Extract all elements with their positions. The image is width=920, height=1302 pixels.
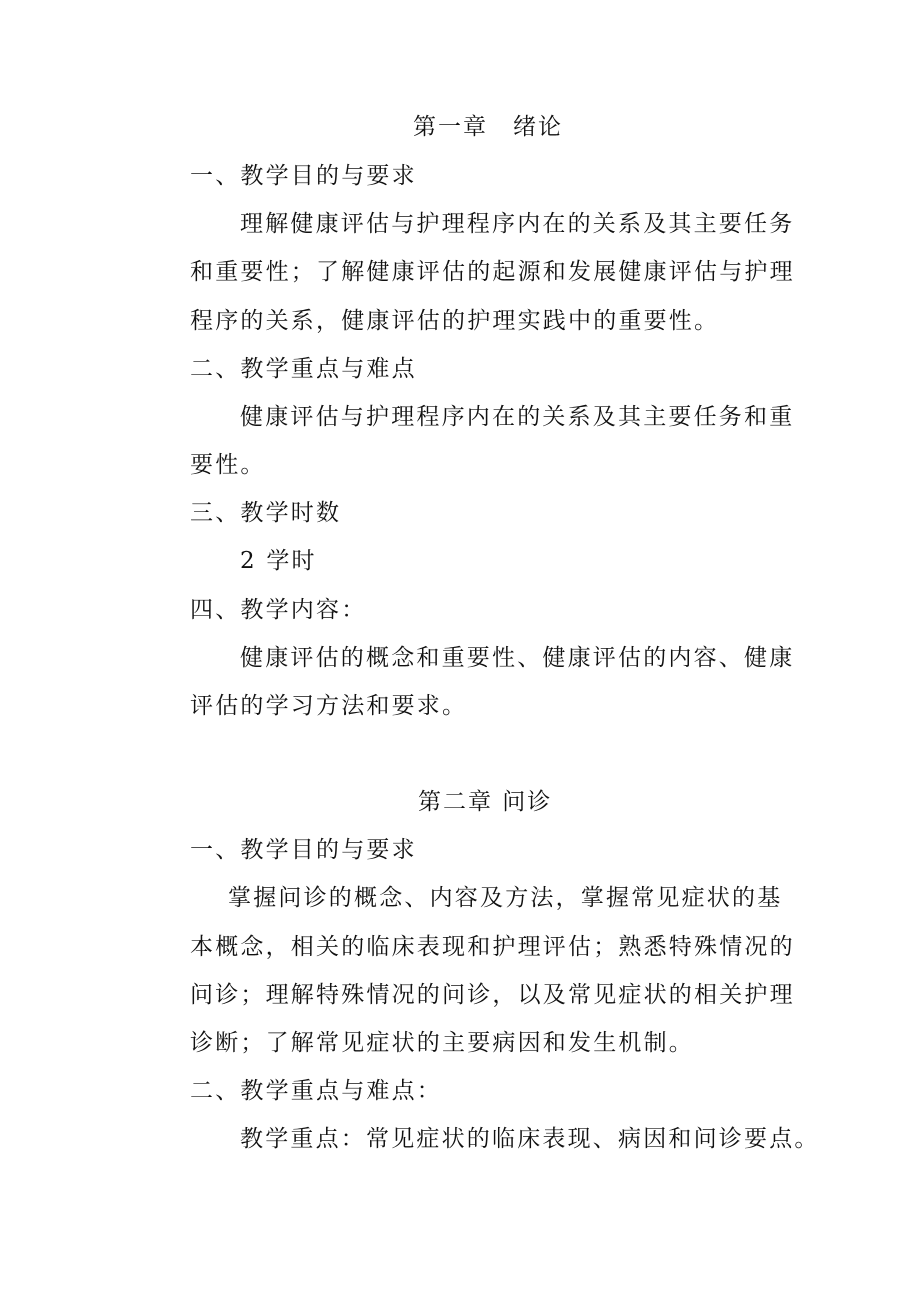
chapter2-section1-line: 本概念，相关的临床表现和护理评估；熟悉特殊情况的 — [190, 934, 795, 960]
chapter1-section1-line: 理解健康评估与护理程序内在的关系及其主要任务 — [240, 211, 795, 237]
chapter1-section1-heading: 一、教学目的与要求 — [190, 163, 417, 189]
chapter1-section2-line: 要性。 — [190, 452, 266, 478]
chapter2-section2-line: 教学重点：常见症状的临床表现、病因和问诊要点。 — [240, 1126, 820, 1152]
chapter1-section3-heading: 三、教学时数 — [190, 500, 342, 526]
chapter1-section3-line: 2 学时 — [240, 548, 317, 574]
chapter1-section4-line: 评估的学习方法和要求。 — [190, 693, 468, 719]
chapter2-section1-line: 问诊；理解特殊情况的问诊，以及常见症状的相关护理 — [190, 982, 795, 1008]
chapter1-title: 第一章 绪论 — [413, 114, 563, 140]
chapter2-section2-heading: 二、教学重点与难点： — [190, 1078, 442, 1104]
chapter2-section1-line: 掌握问诊的概念、内容及方法，掌握常见症状的基 — [228, 885, 783, 911]
chapter2-section1-heading: 一、教学目的与要求 — [190, 837, 417, 863]
chapter1-section4-line: 健康评估的概念和重要性、健康评估的内容、健康 — [240, 645, 795, 671]
chapter1-section1-line: 程序的关系，健康评估的护理实践中的重要性。 — [190, 308, 720, 334]
chapter1-section2-line: 健康评估与护理程序内在的关系及其主要任务和重 — [240, 404, 795, 430]
chapter1-section4-heading: 四、教学内容： — [190, 597, 367, 623]
chapter1-section1-line: 和重要性；了解健康评估的起源和发展健康评估与护理 — [190, 259, 795, 285]
chapter2-section1-line: 诊断；了解常见症状的主要病因和发生机制。 — [190, 1030, 694, 1056]
chapter2-title: 第二章 问诊 — [418, 789, 553, 815]
chapter1-section2-heading: 二、教学重点与难点 — [190, 356, 417, 382]
